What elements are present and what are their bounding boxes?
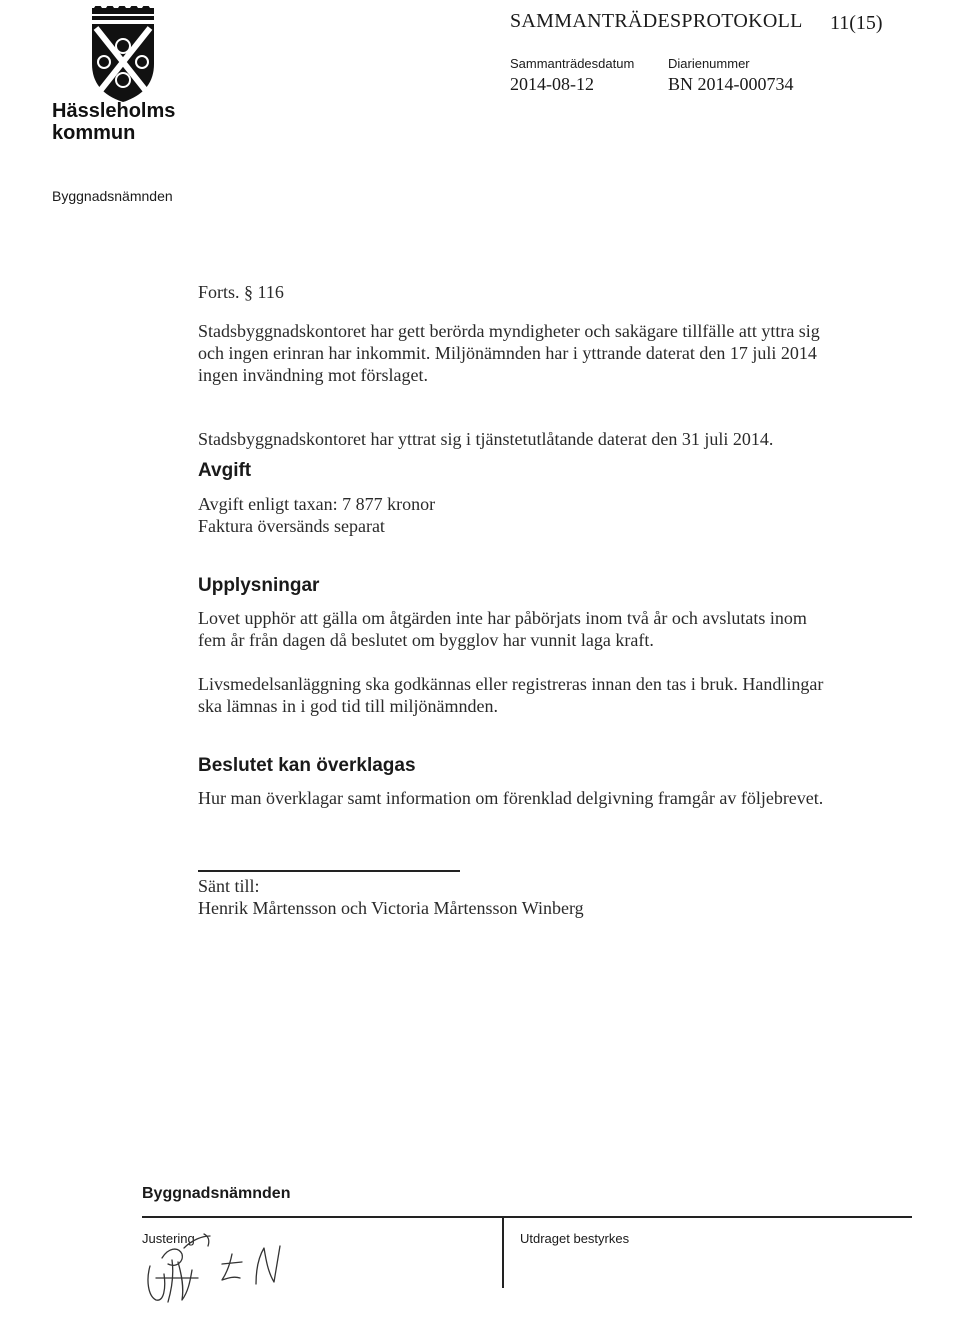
heading-appeal: Beslutet kan överklagas [198,755,416,776]
municipality-name-line2: kommun [52,122,136,144]
utdraget-bestyrkes-label: Utdraget bestyrkes [520,1231,630,1246]
meeting-date: 2014-08-12 [510,74,594,94]
municipality-name-line1: Hässleholms [52,100,176,122]
paragraph-appeal-info: Hur man överklagar samt information om förenklad delgivning framgår av följebrevet. [198,788,824,808]
paragraph-statement: Stadsbyggnadskontoret har yttrat sig i tjänstetutlåtande daterat den 31 juli 2014. [198,429,774,449]
sent-to-label: Sänt till: [198,876,260,896]
diary-number: BN 2014-000734 [668,74,794,94]
invoice-note: Faktura översänds separat [198,516,385,536]
fee-amount: Avgift enligt taxan: 7 877 kronor [198,494,436,514]
footer-committee-name: Byggnadsnämnden [142,1185,291,1202]
diary-number-label: Diarienummer [668,56,750,71]
heading-upplysningar: Upplysningar [198,575,320,596]
sent-to-recipients: Henrik Mårtensson och Victoria Mårtensson Winberg [198,898,584,918]
committee-name: Byggnadsnämnden [52,188,173,204]
handwritten-signature [138,1218,308,1308]
section-reference: Forts. § 116 [198,282,284,302]
municipality-name [52,100,212,144]
footer-column-divider [502,1218,504,1288]
paragraph-permit-validity: Lovet upphör att gälla om åtgärden inte har påbörjats inom två år och avslutats inom fem år från dagen då beslutet om bygglov har vunnit laga kraft. [198,608,807,650]
page-number: 11(15) [830,12,883,34]
paragraph-consultation: Stadsbyggnadskontoret har gett berörda myndigheter och sakägare tillfälle att yttra sig och ingen erinran har inkommit. Miljönämnden har i yttrande daterat den 17 juli 2014 ingen invändning mot förslaget. [198,321,820,385]
justering-label: Justering [142,1231,195,1246]
sent-to-divider [198,870,460,872]
paragraph-food-facility: Livsmedelsanläggning ska godkännas eller registreras innan den tas i bruk. Handlingar ska lämnas in i god tid till miljönämnden. [198,674,824,716]
meeting-date-label: Sammanträdesdatum [510,56,635,71]
document-type: SAMMANTRÄDESPROTOKOLL [510,10,803,32]
heading-avgift: Avgift [198,460,252,481]
